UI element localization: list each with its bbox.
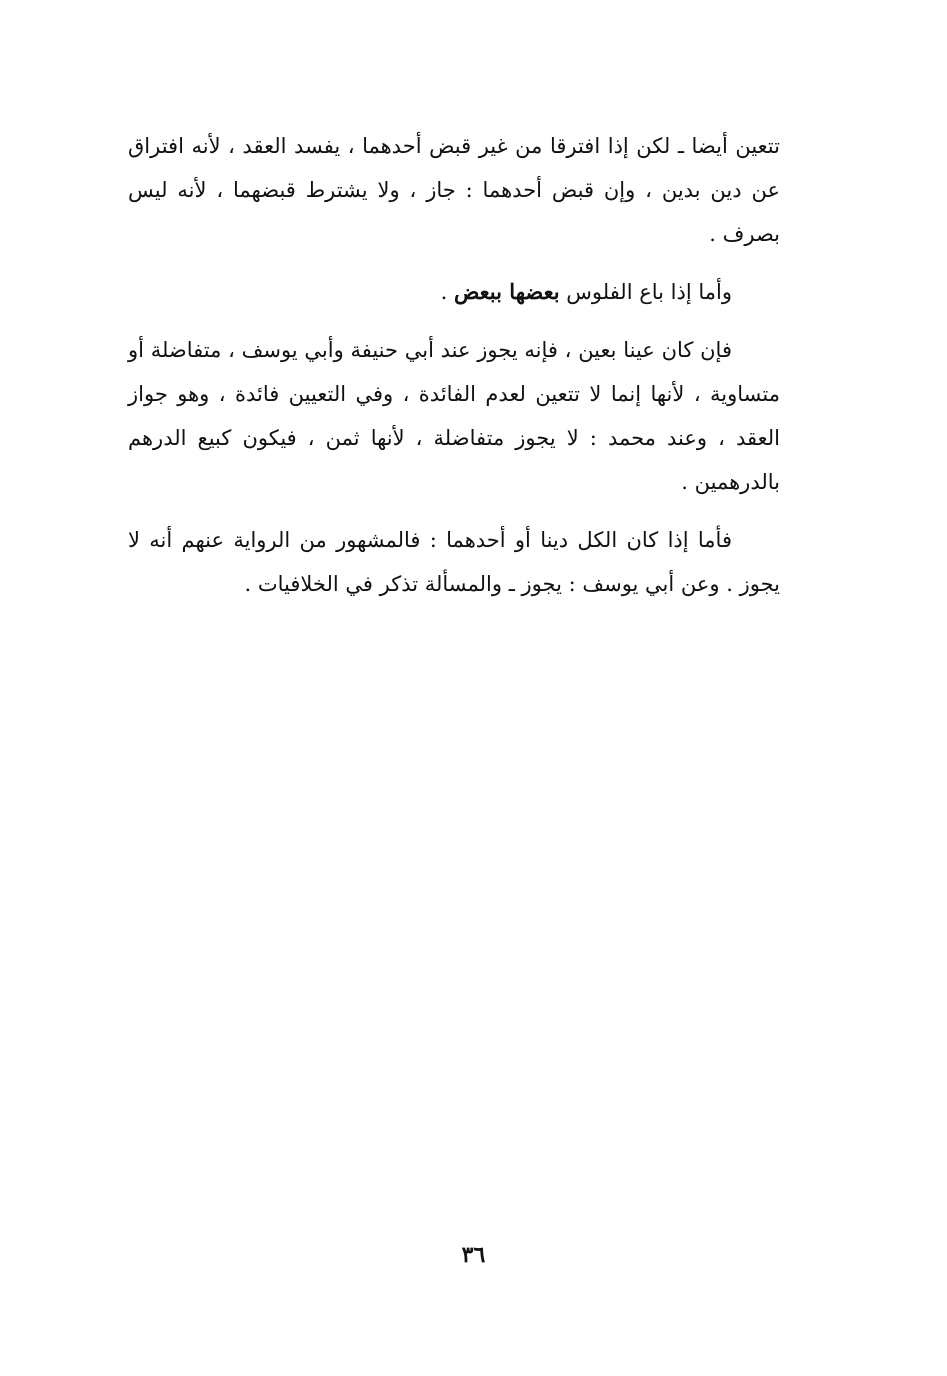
paragraph-2-end: . bbox=[440, 280, 454, 304]
paragraph-2 bbox=[128, 270, 780, 314]
body-text bbox=[128, 124, 780, 606]
paragraph-4: فأما إذا كان الكل دينا أو أحدهما : فالمشهور من الرواية عنهم أنه لا يجوز . وعن أبي يوسف : يجوز ـ والمسألة تذكر في الخلافيات . bbox=[128, 528, 780, 596]
paragraph-2-bold-text: بعضها ببعض bbox=[453, 279, 560, 304]
page-number: ٣٦ bbox=[461, 1242, 486, 1268]
paragraph-3: فإن كان عينا بعين ، فإنه يجوز عند أبي حنيفة وأبي يوسف ، متفاضلة أو متساوية ، لأنها إنما لا تتعين لعدم الفائدة ، وفي التعيين فائدة ، وهو جواز العقد ، وعند محمد : لا يجوز متفاضلة ، لأنها ثمن ، فيكون كبيع الدرهم بالدرهمين . bbox=[128, 338, 780, 494]
paragraph-2-text: وأما إذا باع الفلوس bbox=[559, 280, 732, 304]
paragraph-1: تتعين أيضا ـ لكن إذا افترقا من غير قبض أحدهما ، يفسد العقد ، لأنه افتراق عن دين بدين ، وإن قبض أحدهما : جاز ، ولا يشترط قبضهما ، لأنه ليس بصرف . bbox=[128, 134, 780, 246]
